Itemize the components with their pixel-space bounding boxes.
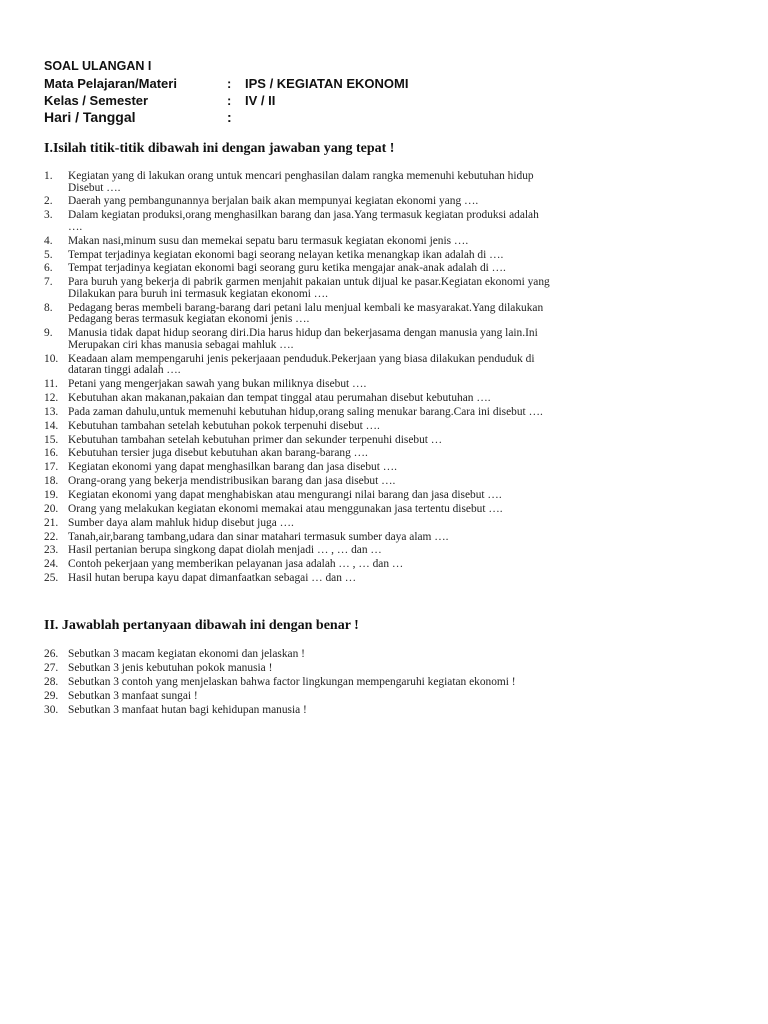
question-item — [44, 421, 714, 433]
question-text: Kebutuhan akan makanan,pakaian dan tempat tinggal atau perumahan disebut kebutuhan …. — [68, 392, 491, 405]
question-number: 29. — [44, 689, 59, 702]
question-number: 11. — [44, 378, 58, 391]
question-text: Contoh pekerjaan yang memberikan pelayanan jasa adalah … , … dan … — [68, 558, 404, 571]
question-number: 12. — [44, 392, 59, 405]
question-item — [44, 518, 714, 530]
question-number: 24. — [44, 558, 59, 571]
section-1-title: I.Isilah titik-titik dibawah ini dengan jawaban yang tepat ! — [44, 141, 395, 156]
question-number: 8. — [44, 301, 53, 314]
question-item — [44, 532, 714, 544]
question-text: Pedagang beras membeli barang-barang dari petani lalu menjual kembali ke masyarakat.Yang dilakukan Pedagang beras termasuk kegiatan ekonomi jenis …. — [68, 301, 544, 326]
question-number: 14. — [44, 419, 59, 432]
question-number: 4. — [44, 234, 53, 247]
question-text: Sebutkan 3 macam kegiatan ekonomi dan jelaskan ! — [68, 648, 305, 660]
date-colon: : — [227, 109, 232, 125]
question-item — [44, 663, 714, 675]
question-item — [44, 354, 714, 377]
question-item — [44, 303, 714, 326]
question-number: 16. — [44, 447, 59, 460]
question-text: Kebutuhan tambahan setelah kebutuhan pokok terpenuhi disebut …. — [68, 419, 380, 432]
question-item — [44, 691, 714, 703]
question-number: 7. — [44, 276, 53, 289]
section-2-title: II. Jawablah pertanyaan dibawah ini dengan benar ! — [44, 618, 359, 633]
question-number: 13. — [44, 405, 59, 418]
question-item — [44, 677, 714, 689]
question-text: Sebutkan 3 contoh yang menjelaskan bahwa factor lingkungan mempengaruhi kegiatan ekonomi ! — [68, 675, 516, 688]
question-number: 19. — [44, 489, 59, 502]
header-row-subject — [44, 75, 408, 92]
question-item — [44, 649, 714, 661]
question-item — [44, 171, 714, 194]
question-text: Orang yang melakukan kegiatan ekonomi memakai atau menggunakan jasa tertentu disebut …. — [68, 502, 503, 515]
question-text: Manusia tidak dapat hidup seorang diri.Dia harus hidup dan bekerjasama dengan manusia yang lain.Ini Merupakan ciri khas manusia sebagai mahluk …. — [68, 327, 538, 351]
question-item — [44, 504, 714, 516]
question-number: 10. — [44, 352, 59, 365]
question-item — [44, 476, 714, 488]
subject-colon: : — [227, 76, 232, 91]
question-number: 17. — [44, 461, 59, 474]
question-item — [44, 407, 714, 419]
section-2-question-list — [44, 649, 714, 719]
question-item — [44, 393, 714, 405]
question-item — [44, 196, 714, 208]
question-number: 5. — [44, 248, 53, 261]
question-item — [44, 328, 714, 351]
subject-label: Mata Pelajaran/Materi — [44, 76, 177, 91]
question-number: 6. — [44, 262, 53, 275]
class-colon: : — [227, 93, 232, 108]
question-text: Sebutkan 3 manfaat sungai ! — [68, 689, 198, 702]
question-item — [44, 236, 714, 248]
question-item — [44, 545, 714, 557]
question-item — [44, 573, 714, 585]
question-text: Orang-orang yang bekerja mendistribusikan barang dan jasa disebut …. — [68, 475, 396, 488]
question-text: Sumber daya alam mahluk hidup disebut juga …. — [68, 516, 294, 529]
question-text: Hasil pertanian berupa singkong dapat diolah menjadi … , … dan … — [68, 544, 382, 557]
question-number: 20. — [44, 502, 59, 515]
question-item — [44, 559, 714, 571]
question-number: 30. — [44, 703, 59, 716]
question-text: Daerah yang pembangunannya berjalan baik akan mempunyai kegiatan ekonomi yang …. — [68, 195, 479, 208]
question-text: Tempat terjadinya kegiatan ekonomi bagi seorang guru ketika mengajar anak-anak adalah di …. — [68, 262, 506, 275]
question-number: 9. — [44, 327, 53, 340]
question-text: Tempat terjadinya kegiatan ekonomi bagi seorang nelayan ketika menangkap ikan adalah di …. — [68, 248, 504, 261]
question-text: Hasil hutan berupa kayu dapat dimanfaatkan sebagai … dan … — [68, 572, 357, 585]
class-value: IV / II — [245, 93, 276, 108]
question-number: 15. — [44, 433, 59, 446]
question-number: 28. — [44, 675, 59, 688]
question-text: Kebutuhan tambahan setelah kebutuhan primer dan sekunder terpenuhi disebut … — [68, 433, 443, 446]
header-row-class — [44, 92, 408, 109]
question-text: Keadaan alam mempengaruhi jenis pekerjaaan penduduk.Pekerjaan yang biasa dilakukan penduduk di dataran tinggi adalah …. — [68, 352, 535, 377]
question-text: Pada zaman dahulu,untuk memenuhi kebutuhan hidup,orang saling menukar barang.Cara ini disebut …. — [68, 405, 543, 418]
exam-header — [44, 58, 408, 126]
header-row-date — [44, 109, 408, 126]
question-number: 18. — [44, 475, 59, 488]
question-text: Para buruh yang bekerja di pabrik garmen menjahit pakaian untuk dijual ke pasar.Kegiatan ekonomi yang Dilakukan para buruh ini termasuk kegiatan ekonomi …. — [68, 276, 550, 300]
question-text: Kegiatan ekonomi yang dapat menghabiskan atau mengurangi nilai barang dan jasa disebut …. — [68, 489, 502, 502]
question-number: 2. — [44, 195, 53, 208]
question-item — [44, 462, 714, 474]
question-text: Petani yang mengerjakan sawah yang bukan miliknya disebut …. — [68, 378, 367, 391]
section-1-question-list — [44, 171, 714, 587]
question-number: 26. — [44, 648, 59, 660]
question-item — [44, 210, 714, 233]
subject-value: IPS / KEGIATAN EKONOMI — [245, 76, 409, 91]
question-item — [44, 490, 714, 502]
question-item — [44, 250, 714, 262]
question-text: Sebutkan 3 manfaat hutan bagi kehidupan manusia ! — [68, 703, 307, 716]
question-text: Tanah,air,barang tambang,udara dan sinar matahari termasuk sumber daya alam …. — [68, 530, 449, 543]
question-item — [44, 277, 714, 300]
question-item — [44, 448, 714, 460]
question-text: Kebutuhan tersier juga disebut kebutuhan akan barang-barang …. — [68, 447, 368, 460]
class-label: Kelas / Semester — [44, 93, 149, 108]
question-number: 3. — [44, 209, 53, 222]
question-number: 23. — [44, 544, 59, 557]
question-number: 1. — [44, 170, 53, 182]
question-item — [44, 435, 714, 447]
exam-title: SOAL ULANGAN I — [44, 59, 152, 73]
question-number: 21. — [44, 516, 59, 529]
question-number: 25. — [44, 572, 59, 585]
question-text: Dalam kegiatan produksi,orang menghasilkan barang dan jasa.Yang termasuk kegiatan produksi adalah …. — [68, 209, 539, 233]
date-label: Hari / Tanggal — [44, 109, 136, 125]
question-number: 22. — [44, 530, 59, 543]
question-text: Sebutkan 3 jenis kebutuhan pokok manusia ! — [68, 661, 273, 674]
question-item — [44, 263, 714, 275]
question-text: Kegiatan ekonomi yang dapat menghasilkan barang dan jasa disebut …. — [68, 461, 397, 474]
question-item — [44, 705, 714, 717]
question-item — [44, 379, 714, 391]
question-number: 27. — [44, 661, 59, 674]
question-text: Makan nasi,minum susu dan memekai sepatu baru termasuk kegiatan ekonomi jenis …. — [68, 234, 469, 247]
question-text: Kegiatan yang di lakukan orang untuk mencari penghasilan dalam rangka memenuhi kebutuhan hidup Disebut …. — [68, 170, 534, 194]
